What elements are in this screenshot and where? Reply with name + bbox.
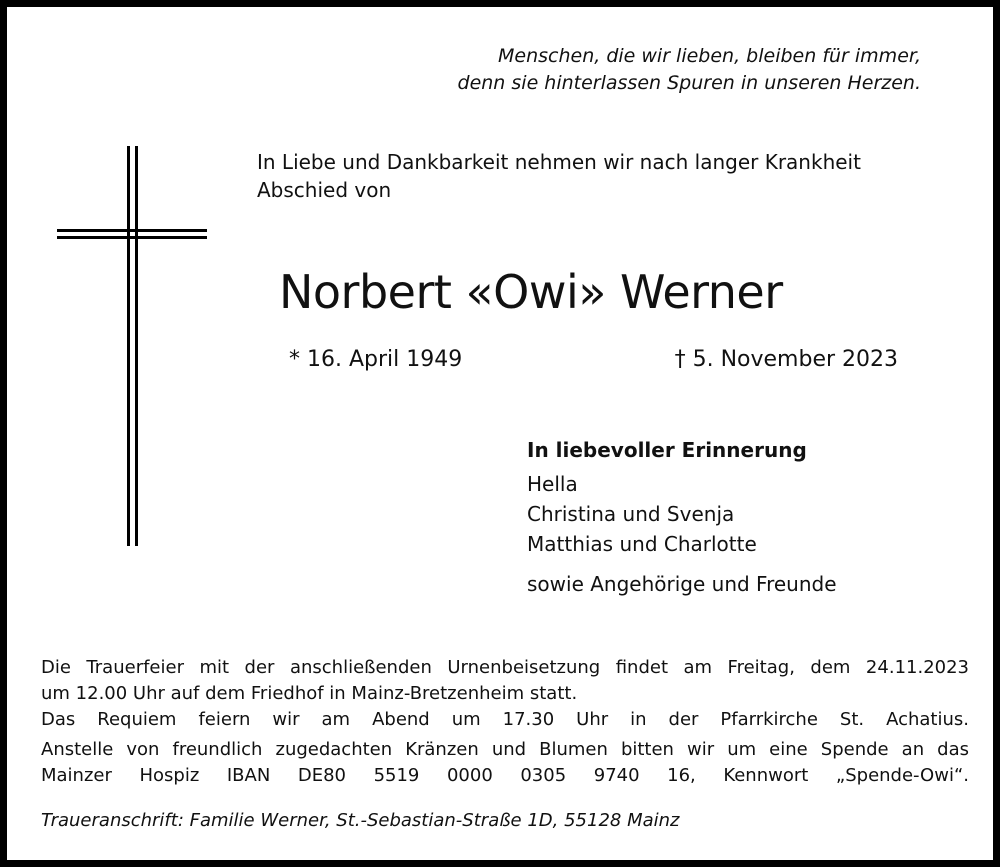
mourner-name: Christina und Svenja bbox=[527, 502, 735, 526]
requiem-line: Das Requiem feiern wir am Abend um 17.30 Uhr in der Pfarrkirche St. Achatius. bbox=[41, 709, 969, 730]
funeral-line-1: Die Trauerfeier mit der anschließenden Urnenbeisetzung findet am Freitag, dem 24.11.2023 bbox=[41, 657, 969, 678]
death-date: † 5. November 2023 bbox=[674, 347, 898, 372]
funeral-notes bbox=[41, 655, 969, 789]
motto bbox=[458, 43, 921, 97]
mourner-name: Hella bbox=[527, 472, 578, 496]
intro-line-2: Abschied von bbox=[257, 178, 392, 202]
mourners-block bbox=[527, 435, 837, 599]
double-line-cross-icon bbox=[53, 146, 213, 550]
motto-line-2: denn sie hinterlassen Spuren in unseren Herzen. bbox=[457, 72, 921, 94]
donation-line-1: Anstelle von freundlich zugedachten Kränzen und Blumen bitten wir um eine Spende an das bbox=[41, 739, 969, 760]
deceased-name: Norbert «Owi» Werner bbox=[279, 265, 783, 319]
motto-line-1: Menschen, die wir lieben, bleiben für immer, bbox=[498, 45, 921, 67]
donation-line-2: Mainzer Hospiz IBAN DE80 5519 0000 0305 9740 16, Kennwort „Spende-Owi“. bbox=[41, 765, 969, 786]
intro-text bbox=[257, 148, 861, 204]
mourners-others: sowie Angehörige und Freunde bbox=[527, 572, 837, 596]
intro-line-1: In Liebe und Dankbarkeit nehmen wir nach langer Krankheit bbox=[257, 150, 861, 174]
mourning-address: Traueranschrift: Familie Werner, St.-Sebastian-Straße 1D, 55128 Mainz bbox=[41, 810, 680, 831]
mourner-name: Matthias und Charlotte bbox=[527, 532, 757, 556]
mourners-heading: In liebevoller Erinnerung bbox=[527, 438, 807, 462]
birth-date: * 16. April 1949 bbox=[289, 347, 463, 372]
funeral-line-2: um 12.00 Uhr auf dem Friedhof in Mainz-Bretzenheim statt. bbox=[41, 683, 578, 704]
